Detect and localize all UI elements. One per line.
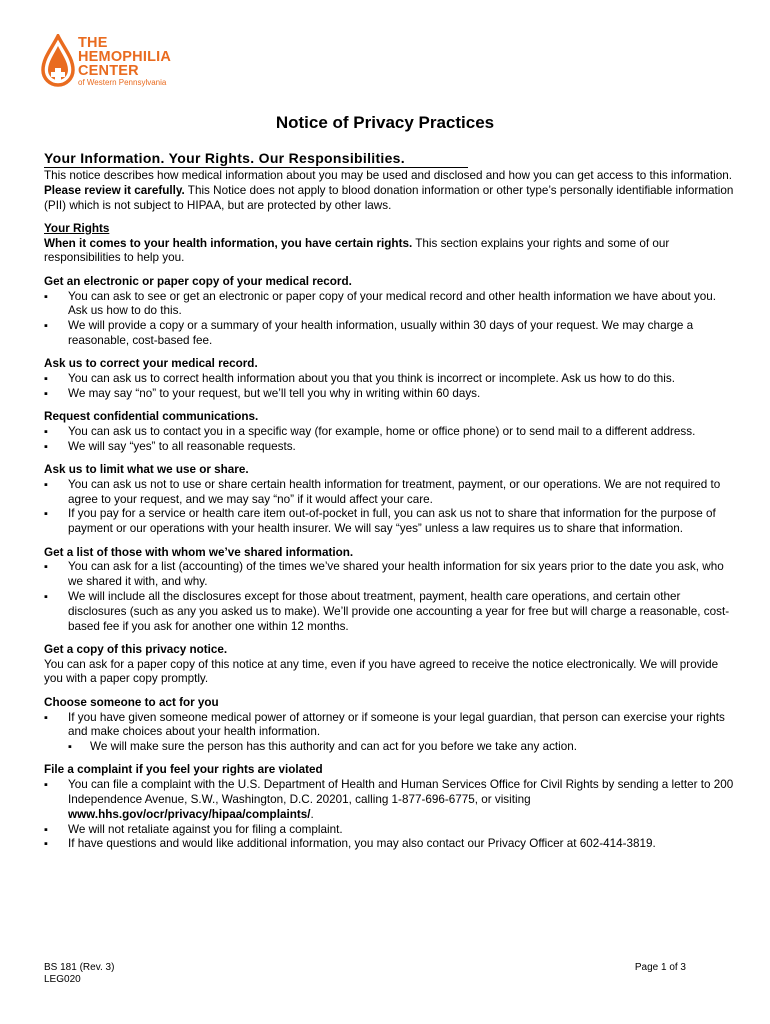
section-file-complaint (44, 763, 734, 852)
logo-line: THE (78, 35, 108, 51)
page-subtitle: Your Information. Your Rights. Our Responsibilities. (44, 150, 468, 168)
section-heading: Ask us to limit what we use or share. (44, 463, 249, 477)
section-heading: Ask us to correct your medical record. (44, 357, 258, 371)
page-title: Notice of Privacy Practices (275, 113, 495, 132)
list-item: ▪ You can ask for a list (accounting) of the times we’ve shared your health information for six years prior to the date you ask, who we shared it with, and why. (44, 560, 734, 590)
section-confidential-communications (44, 410, 734, 454)
logo-line: HEMOPHILIA (78, 49, 172, 65)
section-limit-use (44, 463, 734, 537)
list-item: ▪ We may say “no” to your request, but we’ll tell you why in writing within 60 days. (44, 387, 734, 402)
logo-subline: of Western Pennsylvania (78, 78, 167, 87)
section-text: You can ask for a paper copy of this notice at any time, even if you have agreed to receive the notice electronically. We will provide you with a paper copy promptly. (44, 657, 719, 686)
list-item: ▪ We will not retaliate against you for filing a complaint. (44, 823, 734, 838)
page-footer (44, 962, 686, 986)
section-heading: File a complaint if you feel your rights are violated (44, 763, 323, 777)
blood-drop-logo-icon (40, 34, 76, 90)
list-item: ▪ You can ask us not to use or share certain health information for treatment, payment, or our operations. We are not required to agree to your request, and we may say “no” if it would affect your care. (44, 478, 734, 508)
page-number: Page 1 of 3 (634, 962, 686, 973)
list-item: ▪ If have questions and would like additional information, you may also contact our Privacy Officer at 602-414-3819. (44, 837, 734, 852)
notice-body (44, 169, 734, 852)
section-heading: Request confidential communications. (44, 410, 259, 424)
list-item: ▪ We will include all the disclosures except for those about treatment, payment, health care operations, and certain other disclosures (such as any you asked us to make). We’ll provide one accounting a year for free but will charge a reasonable, cost-based fee if you ask for another one within 12 months. (44, 590, 734, 634)
section-disclosure-list (44, 546, 734, 635)
section-choose-representative (44, 696, 734, 755)
section-heading: Get a list of those with whom we’ve shared information. (44, 545, 354, 559)
list-item: ▪ You can ask us to contact you in a specific way (for example, home or office phone) or to send mail to a different address. (44, 425, 734, 440)
section-correct-record (44, 357, 734, 401)
section-heading: Choose someone to act for you (44, 695, 219, 709)
your-rights-lead: When it comes to your health information, you have certain rights. This section explains your rights and some of our responsibilities to help you. (44, 236, 670, 265)
your-rights-section (44, 222, 734, 266)
nested-list-item: ▪ We will make sure the person has this authority and can act for you before we take any action. (44, 740, 734, 755)
section-heading: Get an electronic or paper copy of your medical record. (44, 274, 352, 288)
list-item: ▪ You can ask to see or get an electronic or paper copy of your medical record and other health information we have about you. Ask us how to do this. (44, 290, 734, 320)
section-privacy-notice-copy (44, 643, 734, 687)
list-item: ▪ If you have given someone medical power of attorney or if someone is your legal guardian, that person can exercise your rights and make choices about your health information. (44, 711, 734, 741)
list-item: ▪ If you pay for a service or health care item out-of-pocket in full, you can ask us not to share that information for the purpose of payment or our operations with your health insurer. We will say “yes” unless a law requires us to share that information. (44, 507, 734, 537)
hemophilia-center-logo (40, 34, 190, 92)
section-medical-record-copy (44, 275, 734, 349)
logo-wordmark (78, 36, 171, 78)
form-id: BS 181 (Rev. 3) (44, 962, 115, 973)
your-rights-heading: Your Rights (44, 221, 110, 235)
hhs-complaint-link[interactable]: www.hhs.gov/ocr/privacy/hipaa/complaints/ (68, 807, 311, 821)
intro-paragraph: This notice describes how medical information about you may be used and disclosed and how you can get access to this information. Please review it carefully. This Notice does not apply to blood donation information or other type’s personally identifiable information (PII) which is not subject to HIPAA, but are protected by other laws. (44, 169, 734, 212)
list-item: ▪ You can file a complaint with the U.S. Department of Health and Human Services Office for Civil Rights by sending a letter to 200 Independence Avenue, S.W., Washington, D.C. 20201, calling 1-877-696-6775, or visiting www.hhs.gov/ocr/privacy/hipaa/complaints/. (44, 778, 734, 822)
logo-line: CENTER (78, 63, 139, 79)
list-item: ▪ We will provide a copy or a summary of your health information, usually within 30 days of your request. We may charge a reasonable, cost-based fee. (44, 319, 734, 349)
section-heading: Get a copy of this privacy notice. (44, 642, 228, 656)
form-code: LEG020 (44, 974, 81, 985)
list-item: ▪ You can ask us to correct health information about you that you think is incorrect or incomplete. Ask us how to do this. (44, 372, 734, 387)
list-item: ▪ We will say “yes” to all reasonable requests. (44, 440, 734, 455)
